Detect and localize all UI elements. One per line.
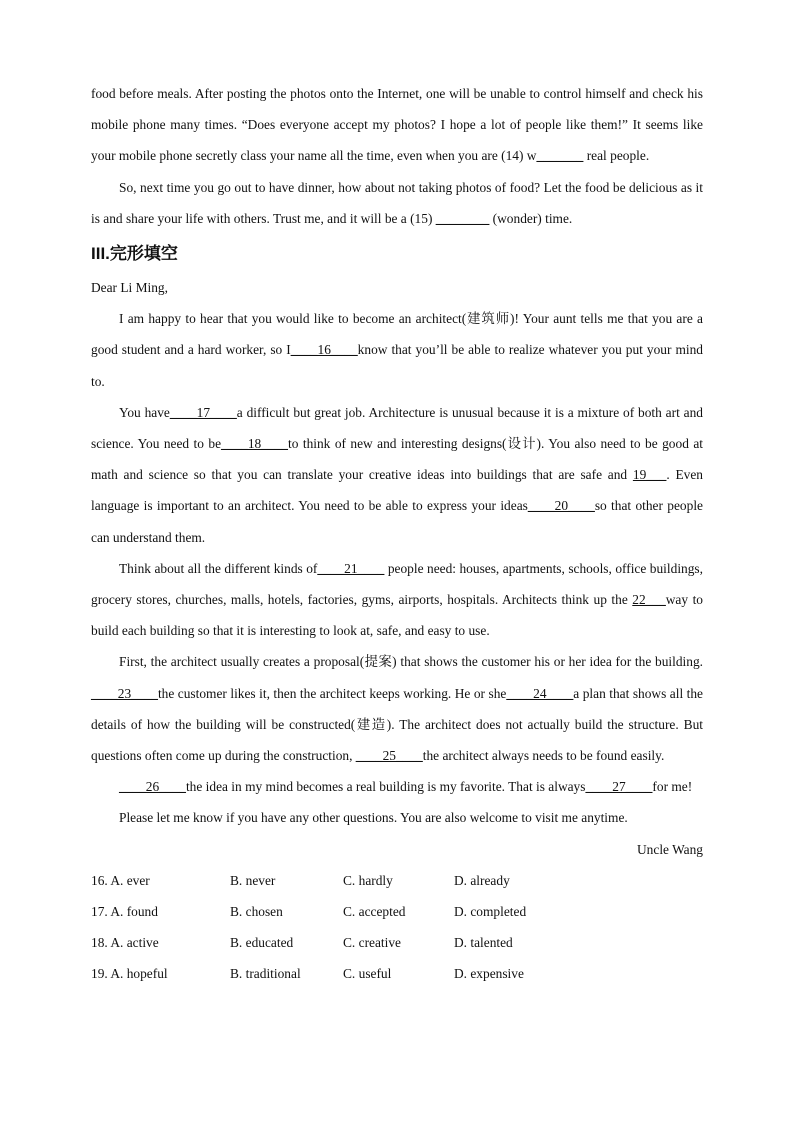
option-b: B. chosen xyxy=(230,904,283,920)
text-span: to think of new and interesting designs(设计). You also need to be good at math and science so that you can translate your creative ideas into buildings that are safe and xyxy=(91,436,703,483)
text-span: people need: houses, apartments, schools, office buildings, grocery stores, churches, malls, hotels, factories, gyms, airports, hospitals. Architects think up the xyxy=(91,560,703,608)
text-span: a difficult but great job. Architecture is unusual because it is a mixture of both art and science. You need to be xyxy=(91,404,703,452)
text-span: First, the architect usually creates a proposal(提案) that shows the customer his or her idea for the building. xyxy=(119,654,703,670)
option-c: C. creative xyxy=(343,935,401,951)
letter-paragraph-5 xyxy=(91,771,703,802)
option-a: 18. A. active xyxy=(91,935,159,951)
text-span: so that other people can understand them. xyxy=(91,498,703,545)
text-span: the customer likes it, then the architect keeps working. He or she xyxy=(157,685,507,701)
passage-continued-paragraph xyxy=(91,78,703,172)
text-span: for me! xyxy=(652,779,693,795)
blank-18: ____18____ xyxy=(221,436,288,452)
blank-19: 19___ xyxy=(632,467,667,483)
text-span: the idea in my mind becomes a real building is my favorite. That is always xyxy=(185,779,586,795)
blank-22: 22___ xyxy=(632,592,666,608)
blank-20: ____20____ xyxy=(527,498,595,514)
text-line: food before meals. After posting the photos onto the Internet, one will be unable to control himself and xyxy=(91,86,649,101)
section-heading: III.完形填空 xyxy=(91,244,178,264)
text-line: people. xyxy=(610,148,650,164)
letter-greeting: Dear Li Ming, xyxy=(91,280,168,296)
blank-14: _______ xyxy=(536,148,584,164)
option-a: 17. A. found xyxy=(91,904,158,920)
option-b: B. educated xyxy=(230,935,294,951)
option-c: C. useful xyxy=(343,966,392,982)
letter-paragraph-1 xyxy=(91,303,703,397)
text-line: check his mobile phone many times. “Does everyone accept my photos? I hope a lot of people like them!” It xyxy=(91,86,703,133)
option-row-17 xyxy=(91,896,703,927)
option-a: 19. A. hopeful xyxy=(91,966,168,982)
text-span: . Even language is important to an architect. You need to be able to express your ideas xyxy=(91,467,703,514)
letter-paragraph-6: Please let me know if you have any other questions. You are also welcome to visit me anytime. xyxy=(119,810,628,826)
option-b: B. traditional xyxy=(230,966,301,982)
text-span: (wonder) time. xyxy=(489,210,573,226)
text-span: Think about all the different kinds of xyxy=(119,560,318,576)
text-line: seems like your mobile phone secretly class your name all the time, even when you are (14) w xyxy=(91,117,703,164)
text-span: So, next time you go out to have dinner, how about not taking photos of food? Let the food be delicious as it is and share your life with others. Trust me, and it will be a (15) xyxy=(91,179,703,226)
letter-signature: Uncle Wang xyxy=(637,841,703,857)
option-c: C. hardly xyxy=(343,872,393,888)
blank-27: ____27____ xyxy=(585,779,653,795)
answer-options xyxy=(91,865,703,990)
blank-17: ____17____ xyxy=(169,404,237,420)
blank-25: ____25____ xyxy=(355,748,423,764)
text-span: the architect always needs to be found easily. xyxy=(422,748,665,764)
blank-21: ____21____ xyxy=(317,560,385,576)
blank-24: ____24____ xyxy=(506,685,574,701)
text-span: You have xyxy=(119,404,170,420)
text-span: way to build each building so that it is interesting to look at, safe, and easy to use. xyxy=(91,592,703,639)
text-line: real xyxy=(583,148,607,164)
passage-closing-paragraph xyxy=(91,172,703,234)
letter-paragraph-3 xyxy=(91,553,703,647)
text-span: know that you’ll be able to realize whatever you put your mind to. xyxy=(91,342,703,389)
blank-26: ____26____ xyxy=(119,779,186,795)
letter-paragraph-2 xyxy=(91,397,703,553)
option-row-16 xyxy=(91,865,703,896)
option-d: D. already xyxy=(454,872,510,888)
text-span: a plan that shows all the details of how the building will be constructed(建造). The architect does not actually build the structure. But questions often come up during the construction, xyxy=(91,685,703,764)
letter-paragraph-4 xyxy=(91,646,703,771)
text-span: I am happy to hear that you would like to become an architect(建筑师)! Your aunt tells me that you are a good student and a hard worker, so I xyxy=(91,311,703,358)
option-row-18 xyxy=(91,927,703,958)
blank-15: ________ xyxy=(435,210,490,226)
blank-23: ____23____ xyxy=(91,685,158,701)
blank-16: ____16____ xyxy=(290,342,358,358)
option-d: D. completed xyxy=(454,904,527,920)
option-c: C. accepted xyxy=(343,904,406,920)
option-b: B. never xyxy=(230,872,276,888)
option-d: D. expensive xyxy=(454,966,524,982)
option-a: 16. A. ever xyxy=(91,872,150,888)
document-page xyxy=(91,78,703,990)
option-row-19 xyxy=(91,958,703,989)
option-d: D. talented xyxy=(454,935,513,951)
